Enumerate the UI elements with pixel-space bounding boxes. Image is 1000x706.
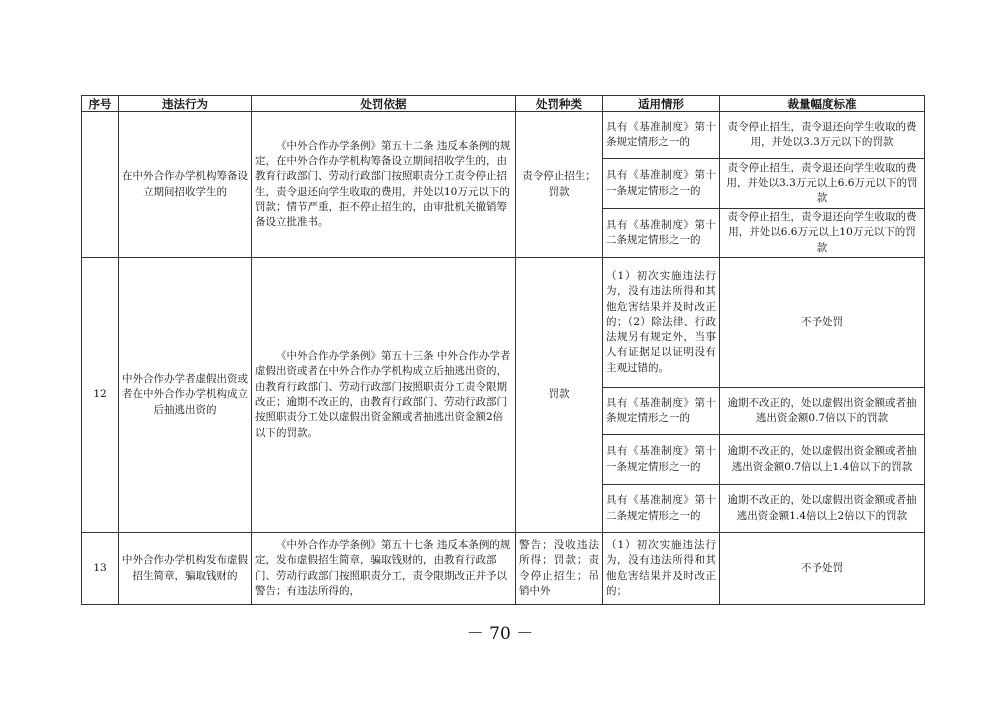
standard-cell: 逾期不改正的，处以虚假出资金额或者抽逃出资金额0.7倍以下的罚款: [720, 388, 925, 435]
header-row: [82, 96, 925, 112]
circumstance-cell: 具有《基准制度》第十二条规定情形之一的: [603, 209, 720, 258]
standard-cell: 逾期不改正的，处以虚假出资金额或者抽逃出资金额1.4倍以上2倍以下的罚款: [720, 485, 925, 533]
circumstance-cell: 具有《基准制度》第十条规定情形之一的: [603, 388, 720, 435]
circumstance-cell: （1）初次实施违法行为，没有违法所得和其他危害结果并及时改正的；（2）除法律、行政法规另有规定外，当事人有证据足以证明没有主观过错的。: [603, 258, 720, 388]
header-basis: 处罚依据: [252, 96, 516, 112]
violation-cell: 中外合作办学者虚假出资或者在中外合作办学机构成立后抽逃出资的: [119, 258, 252, 533]
table-row: [82, 258, 925, 388]
standard-cell: 责令停止招生，责令退还向学生收取的费用，并处以6.6万元以上10万元以下的罚款: [720, 209, 925, 258]
standard-cell: 逾期不改正的，处以虚假出资金额或者抽逃出资金额0.7倍以上1.4倍以下的罚款: [720, 435, 925, 485]
header-penalty-type: 处罚种类: [516, 96, 603, 112]
circumstance-cell: （1）初次实施违法行为，没有违法所得和其他危害结果并及时改正的；: [603, 533, 720, 605]
penalty-discretion-table: [81, 95, 925, 605]
standard-cell: 责令停止招生，责令退还向学生收取的费用，并处以3.3万元以下的罚款: [720, 112, 925, 159]
penalty-type-cell: 罚款: [516, 258, 603, 533]
violation-cell: 在中外合作办学机构筹备设立期间招收学生的: [119, 112, 252, 258]
basis-cell: 《中外合作办学条例》第五十七条 违反本条例的规定，发布虚假招生简章，骗取钱财的，由教育行政部门、劳动行政部门按照职责分工，责令限期改正并予以警告；有违法所得的，: [252, 533, 516, 605]
header-standard: 裁量幅度标准: [720, 96, 925, 112]
penalty-type-cell: 警告；没收违法所得；罚款；责令停止招生；吊销中外: [516, 533, 603, 605]
row-index-cell: [82, 112, 119, 258]
row-index-cell: 12: [82, 258, 119, 533]
table-row: [82, 533, 925, 605]
row-index-cell: 13: [82, 533, 119, 605]
circumstance-cell: 具有《基准制度》第十条规定情形之一的: [603, 112, 720, 159]
page-number: － 70 －: [466, 624, 534, 644]
circumstance-cell: 具有《基准制度》第十一条规定情形之一的: [603, 159, 720, 209]
header-circumstance: 适用情形: [603, 96, 720, 112]
standard-cell: 不予处罚: [720, 533, 925, 605]
violation-cell: 中外合作办学机构发布虚假招生简章，骗取钱财的: [119, 533, 252, 605]
standard-cell: 责令停止招生，责令退还向学生收取的费用，并处以3.3万元以上6.6万元以下的罚款: [720, 159, 925, 209]
circumstance-cell: 具有《基准制度》第十二条规定情形之一的: [603, 485, 720, 533]
basis-cell: 《中外合作办学条例》第五十二条 违反本条例的规定，在中外合作办学机构筹备设立期间招收学生的，由教育行政部门、劳动行政部门按照职责分工责令停止招生，责令退还向学生收取的费用，并处以10万元以下的罚款；情节严重，拒不停止招生的，由审批机关撤销筹备设立批准书。: [252, 112, 516, 258]
header-violation: 违法行为: [119, 96, 252, 112]
standard-cell: 不予处罚: [720, 258, 925, 388]
header-index: 序号: [82, 96, 119, 112]
circumstance-cell: 具有《基准制度》第十一条规定情形之一的: [603, 435, 720, 485]
basis-cell: 《中外合作办学条例》第五十三条 中外合作办学者虚假出资或者在中外合作办学机构成立后抽逃出资的，由教育行政部门、劳动行政部门按照职责分工责令限期改正；逾期不改正的，由教育行政部门、劳动行政部门按照职责分工处以虚假出资金额或者抽逃出资金额2倍以下的罚款。: [252, 258, 516, 533]
penalty-type-cell: 责令停止招生；罚款: [516, 112, 603, 258]
table-row: [82, 112, 925, 159]
